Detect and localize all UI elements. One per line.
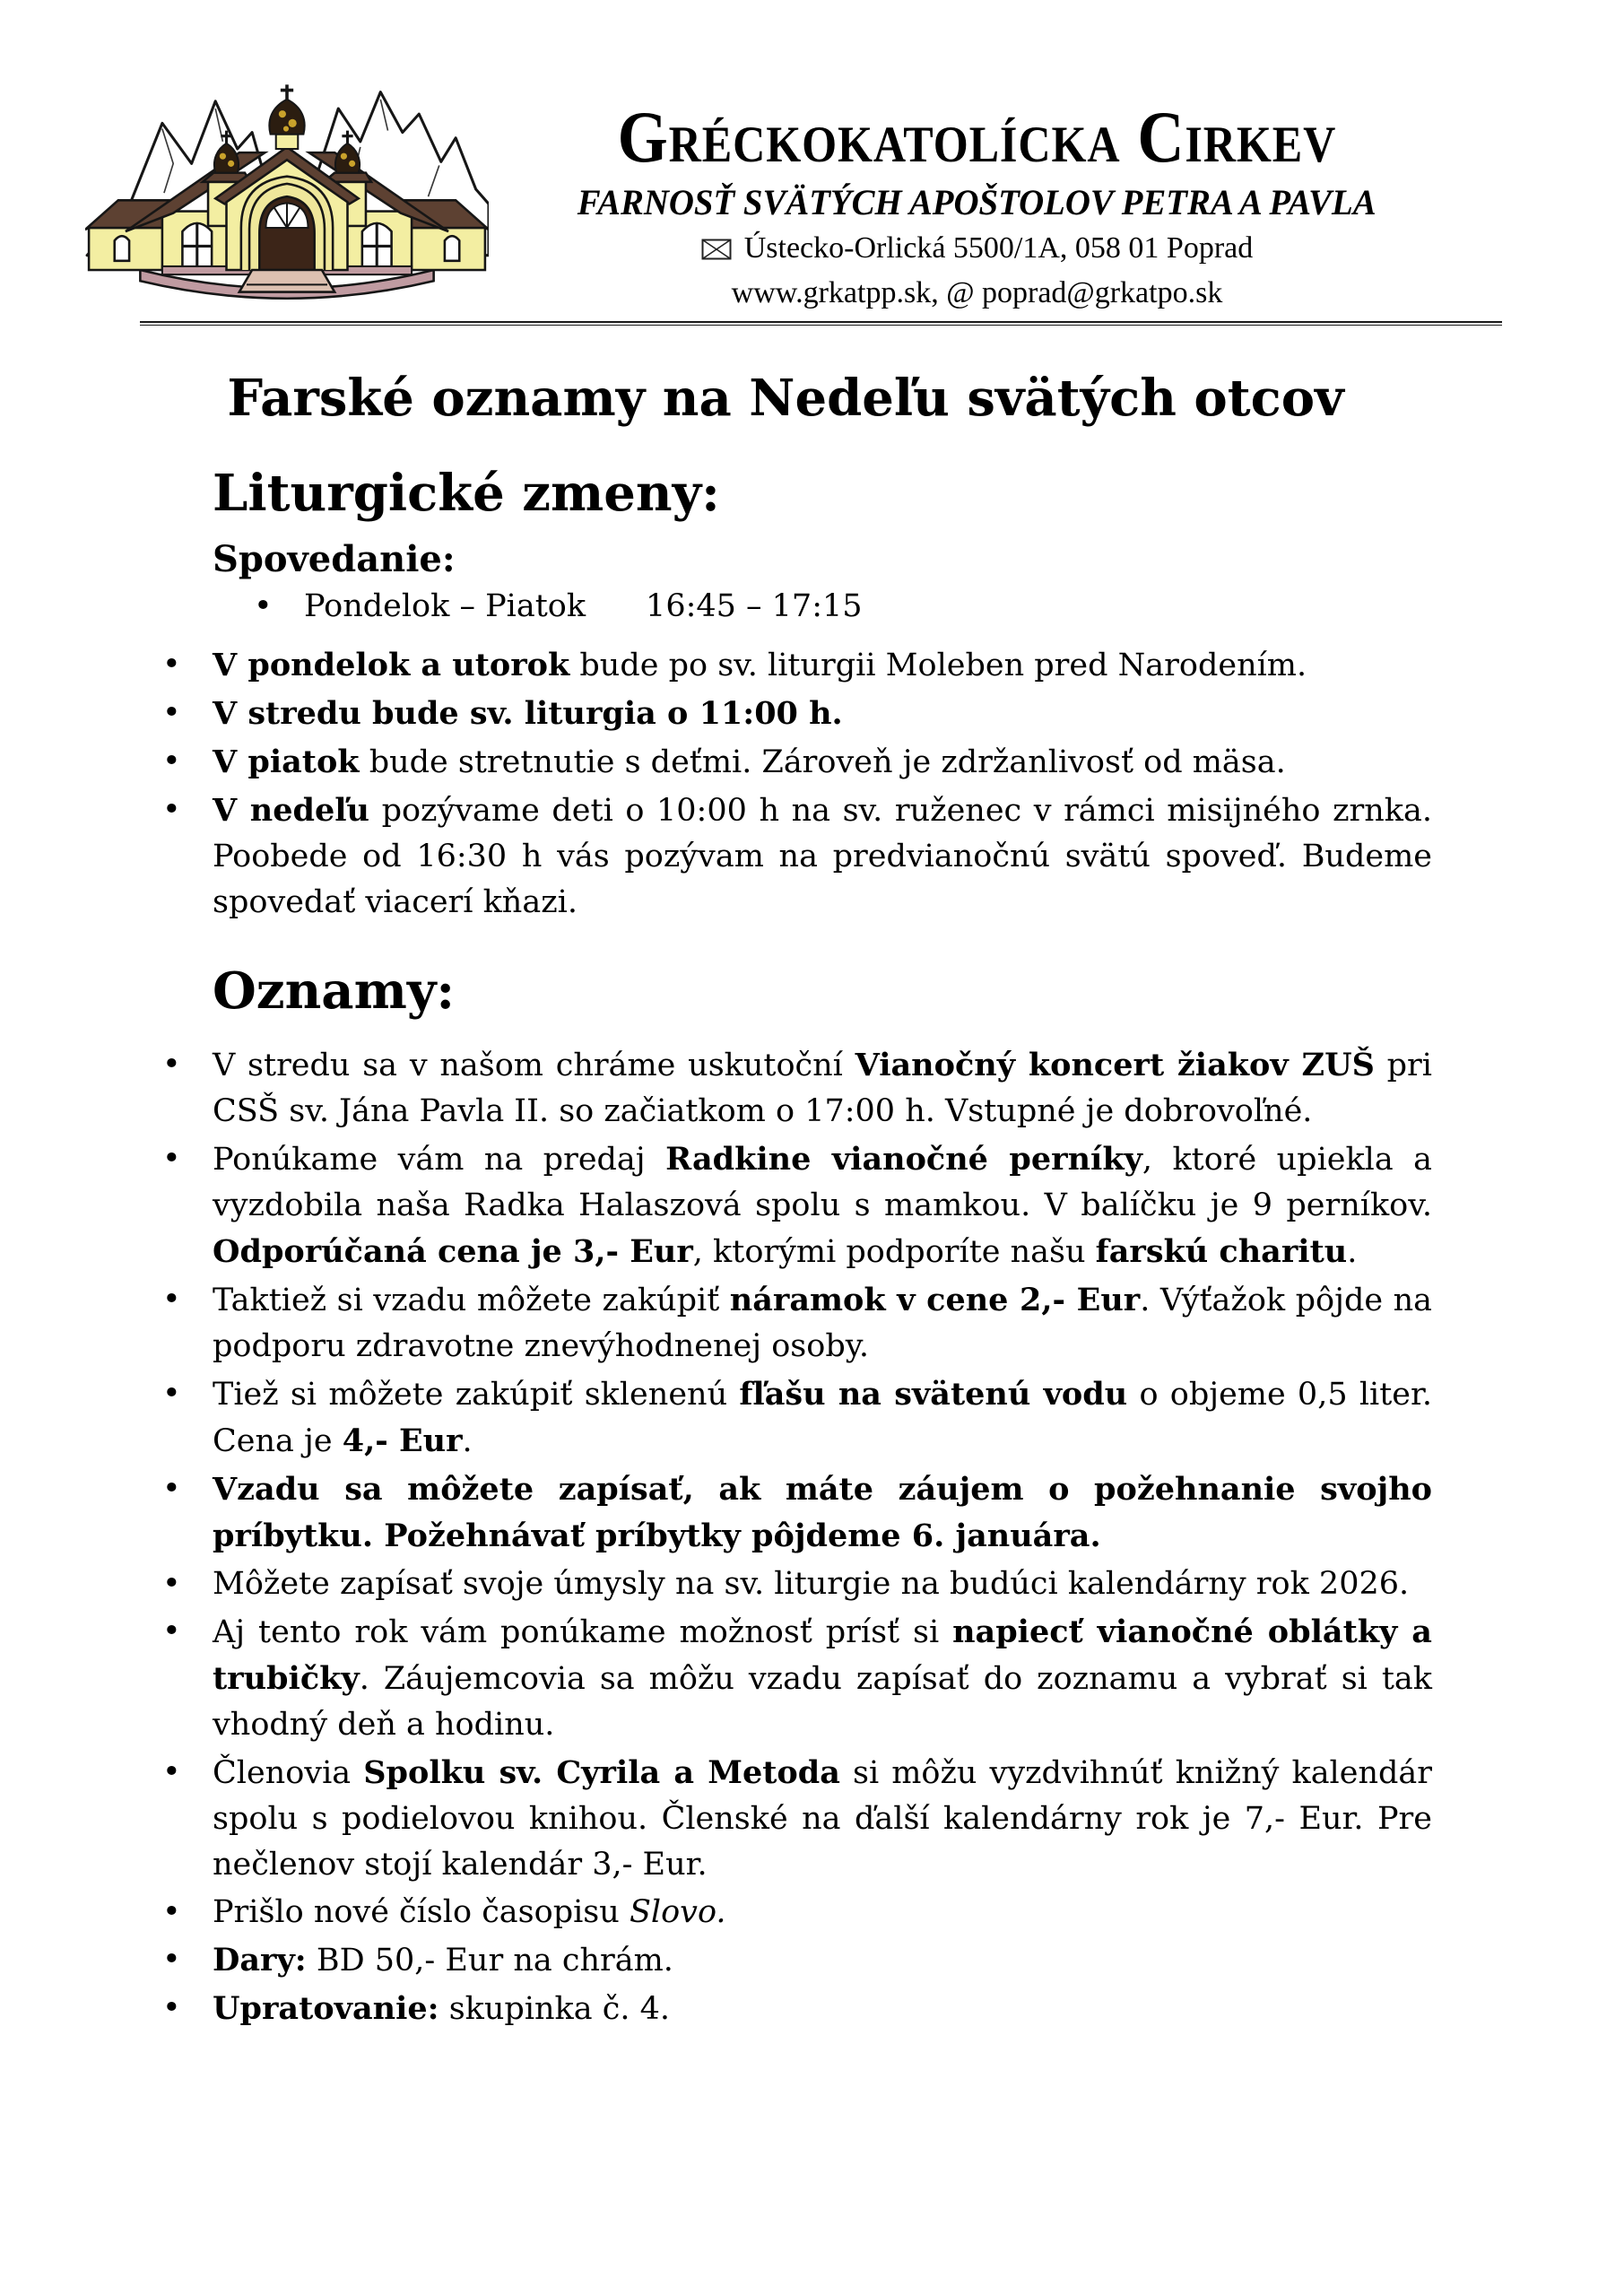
text-segment: Radkine vianočné perníky <box>665 1141 1142 1178</box>
text-segment: si môžu vyzdvihnúť knižný kalendár spolu s podielovou knihou. Členské na ďalší kalendárny rok je 7,- Eur. Pre nečlenov stojí kalendár 3,- Eur. <box>213 1755 1433 1883</box>
text-segment: pri CSŠ sv. Jána Pavla II. so začiatkom o 17:00 h. Vstupné je dobrovoľné. <box>213 1048 1432 1129</box>
text-segment: Aj tento rok vám ponúkame možnosť prísť si <box>213 1614 953 1650</box>
list-item <box>139 1937 1432 1984</box>
org-name-row <box>496 96 1458 178</box>
list-item <box>139 1750 1432 1888</box>
text-segment: . Záujemcovia sa môžu vzadu zapísať do zoznamu a vybrať si tak vhodný deň a hodinu. <box>213 1661 1432 1743</box>
list-item <box>139 1466 1432 1560</box>
confession-days: Pondelok – Piatok <box>304 588 586 624</box>
text-segment: , ktorými podporíte našu <box>692 1234 1096 1270</box>
text-segment: Vianočný koncert žiakov ZUŠ <box>855 1047 1375 1083</box>
text-segment: Spolku sv. Cyrila a Metoda <box>363 1754 840 1791</box>
list-item <box>139 1561 1432 1607</box>
text-segment: Prišlo nové číslo časopisu <box>213 1894 630 1930</box>
church-logo-drawing <box>85 75 489 301</box>
text-segment: o objeme 0,5 liter. Cena je <box>213 1377 1432 1459</box>
text-segment: pozývame deti o 10:00 h na sv. ruženec v rámci misijného zrnka. Poobede od 16:30 h vás pozývam na predvianočnú svätú spoveď. Budeme spovedať viacerí kňazi. <box>213 793 1432 920</box>
address-line <box>496 230 1458 271</box>
text-segment: Taktiež si vzadu môžete zakúpiť <box>213 1283 730 1318</box>
letterhead-text <box>496 75 1539 312</box>
website-line: www.grkatpp.sk, @ poprad@grkatpo.sk <box>731 275 1223 309</box>
text-segment: . Výťažok pôjde na podporu zdravotne znevýhodnenej osoby. <box>213 1283 1433 1364</box>
text-segment: farskú charitu <box>1095 1233 1348 1270</box>
text-segment: V nedeľu <box>213 792 369 829</box>
subsection-heading-spovedanie: Spovedanie: <box>213 538 456 580</box>
text-segment: V stredu bude sv. liturgia o 11:00 h. <box>213 695 843 732</box>
text-segment: fľašu na svätenú vodu <box>739 1376 1128 1413</box>
list-item <box>139 1136 1432 1275</box>
list-item <box>139 787 1432 926</box>
envelope-icon <box>701 232 732 271</box>
confession-times-item <box>139 584 1432 630</box>
page-title: Farské oznamy na Nedeľu svätých otcov <box>227 369 1344 428</box>
text-segment: 4,- Eur <box>342 1422 463 1459</box>
text-segment: napiecť vianočné oblátky a trubičky <box>213 1613 1432 1697</box>
text-segment: V piatok <box>213 744 360 780</box>
list-item <box>139 691 1432 737</box>
text-segment: BD 50,- Eur na chrám. <box>306 1943 673 1979</box>
list-item <box>139 1890 1432 1935</box>
announcements-list <box>139 1042 1432 2032</box>
text-segment: skupinka č. 4. <box>439 1991 671 2027</box>
letterhead <box>0 0 1624 312</box>
list-item <box>139 1277 1432 1370</box>
text-segment: Vzadu sa môžete zapísať, ak máte záujem o požehnanie svojho príbytku. Požehnávať príbytky pôjdeme 6. januára. <box>213 1471 1432 1554</box>
list-item <box>139 739 1432 786</box>
text-segment: V pondelok a utorok <box>213 647 570 683</box>
confession-time: 16:45 – 17:15 <box>646 588 863 624</box>
text-segment: V stredu sa v našom chráme uskutoční <box>213 1048 855 1083</box>
liturgical-changes-list <box>139 642 1432 926</box>
section-heading-liturgicke: Liturgické zmeny: <box>213 464 720 523</box>
text-segment: Môžete zapísať svoje úmysly na sv. liturgie na budúci kalendárny rok 2026. <box>213 1566 1410 1602</box>
text-segment: Dary: <box>213 1942 307 1979</box>
section-heading-oznamy: Oznamy: <box>213 961 456 1021</box>
text-segment: . <box>1347 1234 1358 1270</box>
org-name: Gréckokatolícka Cirkev <box>617 96 1337 178</box>
list-item <box>139 642 1432 689</box>
text-segment: náramok v cene 2,- Eur <box>729 1282 1141 1318</box>
text-segment: Členovia <box>213 1755 364 1791</box>
church-logo <box>85 75 496 305</box>
text-segment: Upratovanie: <box>213 1990 439 2027</box>
list-item <box>139 1609 1432 1748</box>
document-body <box>139 367 1432 2032</box>
parish-name: FARNOSŤ SVÄTÝCH APOŠTOLOV PETRA A PAVLA <box>578 182 1376 222</box>
text-segment: Tiež si môžete zakúpiť sklenenú <box>213 1377 740 1413</box>
text-segment: bude po sv. liturgii Moleben pred Narodením. <box>569 648 1307 683</box>
list-item <box>139 1371 1432 1465</box>
text-segment: Slovo. <box>629 1894 726 1930</box>
list-item <box>139 1986 1432 2032</box>
text-segment: . <box>462 1423 473 1459</box>
parish-name-row <box>496 181 1458 224</box>
text-segment: Ponúkame vám na predaj <box>213 1142 666 1178</box>
text-segment: , ktoré upiekla a vyzdobila naša Radka Halaszová spolu s mamkou. V balíčku je 9 perníkov. <box>213 1142 1433 1223</box>
divider-rule <box>140 321 1502 326</box>
list-item <box>139 1042 1432 1135</box>
text-segment: Odporúčaná cena je 3,- Eur <box>213 1233 693 1270</box>
address-text: Ústecko-Orlická 5500/1A, 058 01 Poprad <box>743 231 1254 265</box>
confession-times-list <box>139 584 1432 630</box>
text-segment: bude stretnutie s deťmi. Zároveň je zdržanlivosť od mäsa. <box>359 744 1286 780</box>
